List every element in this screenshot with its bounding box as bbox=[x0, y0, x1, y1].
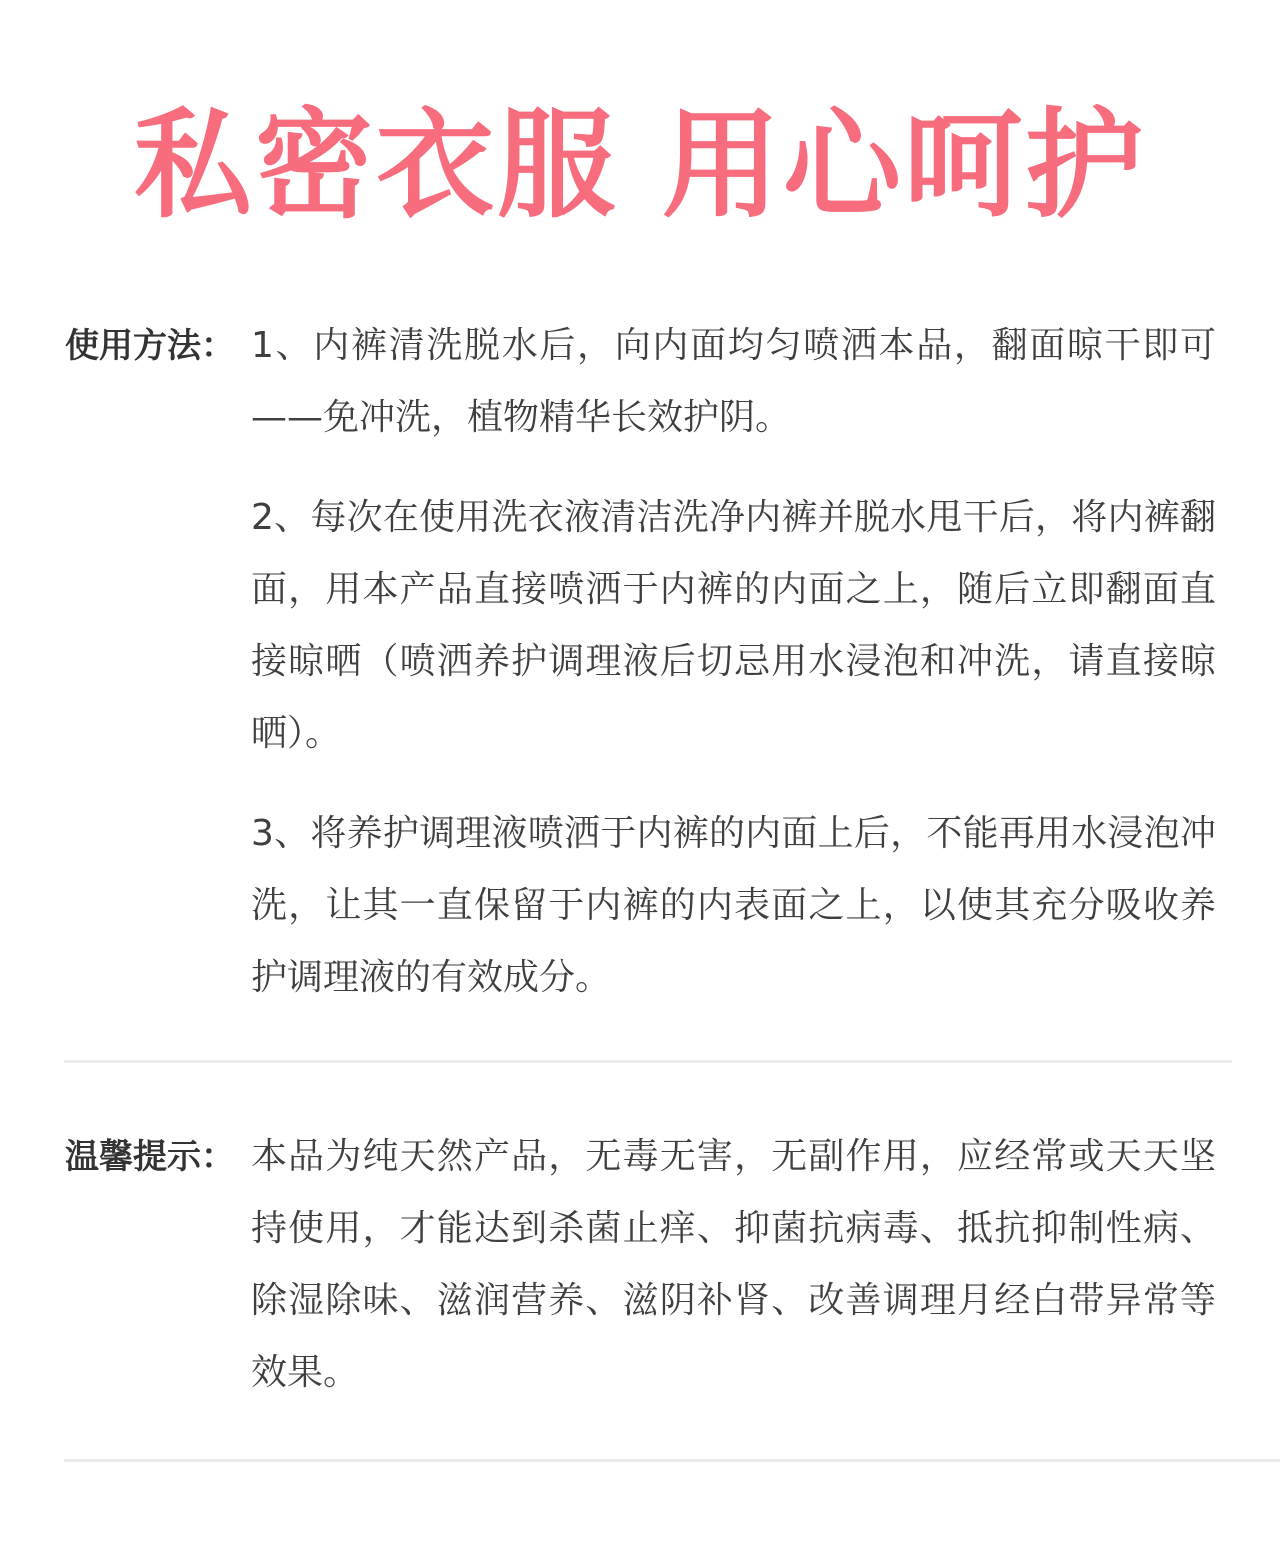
bottom-divider bbox=[64, 1459, 1280, 1462]
section-divider bbox=[64, 1060, 1232, 1063]
tips-content bbox=[251, 1121, 1216, 1409]
usage-section bbox=[0, 310, 1280, 1014]
product-description-page bbox=[0, 92, 1280, 1462]
page-title: 私密衣服 用心呵护 bbox=[133, 95, 1147, 234]
usage-step-3: 3、将养护调理液喷洒于内裤的内面上后，不能再用水浸泡冲洗，让其一直保留于内裤的内表面之上，以使其充分吸收养护调理液的有效成分。 bbox=[251, 813, 1216, 998]
usage-section-label: 使用方法： bbox=[65, 326, 235, 366]
tips-section-label: 温馨提示： bbox=[65, 1137, 235, 1177]
usage-step-2: 2、每次在使用洗衣液清洁洗净内裤并脱水甩干后，将内裤翻面，用本产品直接喷洒于内裤的内面之上，随后立即翻面直接晾晒（喷洒养护调理液后切忌用水浸泡和冲洗，请直接晾晒）。 bbox=[251, 497, 1216, 754]
usage-steps bbox=[251, 310, 1216, 1014]
tips-text: 本品为纯天然产品，无毒无害，无副作用，应经常或天天坚持使用，才能达到杀菌止痒、抑菌抗病毒、抵抗抑制性病、除湿除味、滋润营养、滋阴补肾、改善调理月经白带异常等效果。 bbox=[251, 1136, 1216, 1393]
tips-section bbox=[0, 1121, 1280, 1409]
usage-step-1: 1、内裤清洗脱水后，向内面均匀喷洒本品，翻面晾干即可——免冲洗，植物精华长效护阴。 bbox=[251, 325, 1216, 438]
